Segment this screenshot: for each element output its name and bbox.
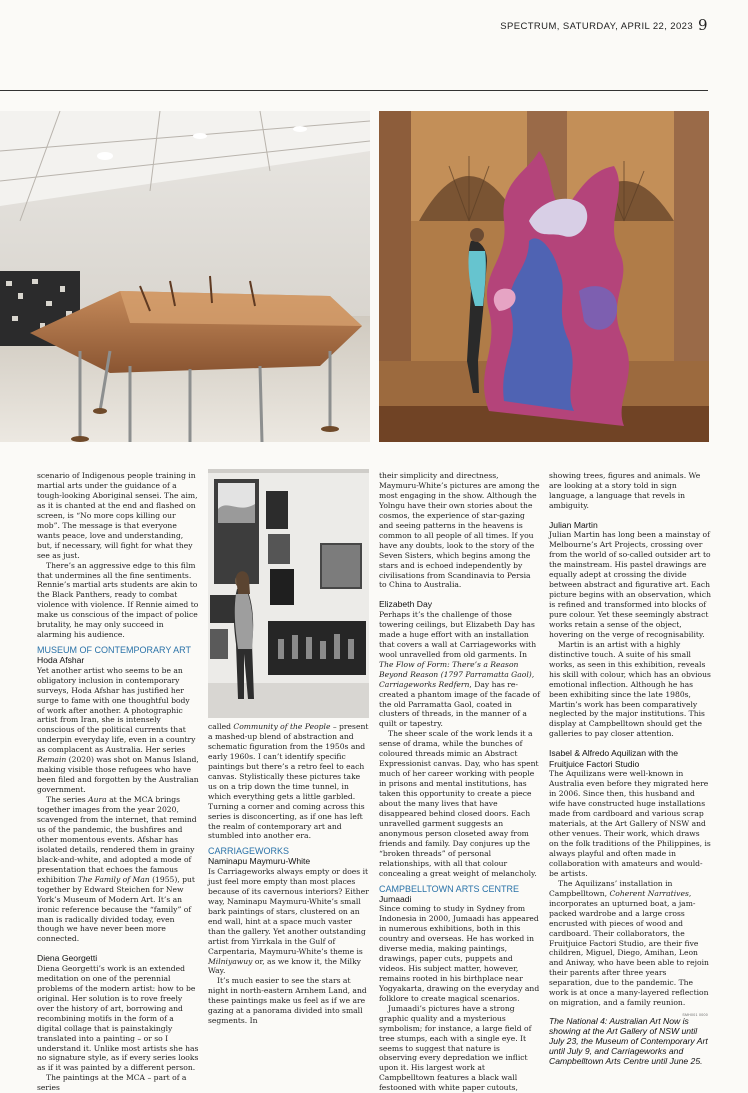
paragraph: their simplicity and directness, Maymuru-White’s pictures are among the most engaging in the show. Although the Yolngu have their own stories about the cosmos, the experience of star-gazing and seeing patterns in the heavens is common to all people of all times. If you have any doubts, look to the story of the Seven Sisters, which begins among the stars and is echoed independently by civilisations from Scandinavia to Persia to China to Australia.	[379, 471, 540, 590]
issue-date: SATURDAY, APRIL 22, 2023	[562, 21, 694, 32]
article-column-2	[208, 722, 370, 1026]
work-title: Aura	[88, 795, 107, 805]
work-title: Remain	[37, 755, 67, 765]
work-title: Coherent Narratives	[609, 888, 689, 898]
work-title: The Flow of Form: There’s a Reason Beyond Reason (1797 Parramatta Gaol), Carriageworks Redfern	[379, 659, 535, 689]
header-rule	[0, 90, 708, 91]
artist-subhead: Jumaadi	[379, 893, 412, 904]
exhibition-title: The National 4: Australian Art Now	[549, 1016, 681, 1027]
afshar-exhibition-photo	[208, 469, 369, 718]
paragraph: There’s an aggressive edge to this film that undermines all the fine sentiments. Rennie’s martial arts students are akin to the Black Panthers, ready to combat violence with violence. If Rennie aimed to make us conscious of the impact of police brutality, he may only succeed in alarming his audience.	[37, 560, 199, 640]
boat-installation-photo	[0, 111, 370, 442]
paragraph: showing trees, figures and animals. We are looking at a story told in sign language, a language that revels in ambiguity.	[549, 471, 701, 510]
paragraph: Yet another artist who seems to be an obligatory inclusion in contemporary surveys, Hoda Afshar has justified her surge to fame with one thoughtful body of work after another. A photographic artist from Iran, she is intensely conscious of the political currents that underpin everyday life, even in a country as complacent as Australia. Her series Remain (2020) was shot on Manus Island, making visible those refugees who have been filed and forgotten by the Australian government.	[37, 665, 199, 795]
work-title: Community of the People	[233, 722, 331, 731]
paragraph: The Aquilizans were well-known in Australia even before they migrated here in 2006. Since then, this husband and wife have constructed huge installations made from cardboard and various scrap materials, at the Art Gallery of NSW and other venues. Their work, which draws on the folk traditions of the Philippines, is always playful and often made in collaboration with amateurs and would-be artists.	[549, 769, 711, 878]
artist-subhead: Naminapu Maymuru-White	[208, 856, 311, 867]
page-number: 9	[698, 16, 708, 34]
article-column-1	[37, 471, 199, 1093]
paragraph: Martin is an artist with a highly distinctive touch. A suite of his small works, as seen in this exhibition, reveals his skill with colour, which has an obvious emotional inflection. Although he has been exhibiting since the late 1980s, Martin’s work has been comparatively neglected by the major institutions. This display at Campbelltown should get the galleries to pay closer attention.	[549, 639, 711, 739]
aquilizan-sculpture-photo	[379, 111, 709, 442]
paragraph: Is Carriageworks always empty or does it just feel more empty than most places because of its cavernous interiors? Either way, Naminapu Maymuru-White’s small bark paintings of stars, clustered on an end wall, hint at a space much vaster than the gallery. Yet another outstanding artist from Yirrkala in the Gulf of Carpentaria, Maymuru-White’s theme is Milniyawuy or, as we know it, the Milky Way.	[208, 866, 369, 976]
artist-subhead: Hoda Afshar	[37, 655, 85, 666]
article-column-4	[549, 471, 711, 1067]
paragraph: The Aquilizans’ installation in Campbelltown, Coherent Narratives, incorporates an upturned boat, a jam-packed wardrobe and a large cross encrusted with pieces of wood and cardboard. Their collaborators, the Fruitjuice Factori Studio, are their five children, Miguel, Diego, Amihan, Leon and Aniway, who have been able to rejoin their parents after three years separation, due to the pandemic. The work is at once a many-layered reflection on migration, and a family reunion.	[549, 878, 709, 1008]
paragraph: The sheer scale of the work lends it a sense of drama, while the bunches of coloured threads mimic an Abstract Expressionist canvas. Day, who has spent much of her career working with people in prisons and mental institutions, has taken this opportunity to create a piece about the many lives that have disappeared behind closed doors. Each unravelled garment suggests an anonymous person closeted away from friends and family. Day conjures up the “broken threads” of personal relationships, with all that colour concealing a great weight of melancholy.	[379, 729, 539, 878]
venue-heading: CARRIAGEWORKS	[208, 846, 290, 857]
exhibition-info: The National 4: Australian Art Now is showing at the Art Gallery of NSW until July 23, the Museum of Contemporary Art until July 9, and Carriageworks and Campbelltown Arts Centre until June 25.	[549, 1016, 708, 1067]
venue-heading: MUSEUM OF CONTEMPORARY ART	[37, 645, 192, 656]
venue-heading: CAMPBELLTOWN ARTS CENTRE	[379, 883, 520, 894]
artist-subhead: Isabel & Alfredo Aquilizan with the Fruitjuice Factori Studio	[549, 748, 678, 769]
page-credit: SMH001 0000	[682, 1013, 708, 1017]
artist-subhead: Elizabeth Day	[379, 599, 433, 610]
work-title: The Family of Man	[77, 874, 150, 884]
work-title: Milniyawuy	[208, 956, 253, 966]
paragraph: The series Aura at the MCA brings together images from the year 2020, scavenged from the internet, that remind us of the pandemic, the bushfires and other momentous events. Afshar has isolated details, rendered them in grainy black-and-white, and adopted a mode of presentation that echoes the famous exhibition The Family of Man (1955), put together by Edward Steichen for New York’s Museum of Modern Art. It’s an ironic reference because the “family” of man is radically divided today, even though we have never been more connected.	[37, 795, 197, 944]
paragraph: called Community of the People – present a mashed-up blend of abstraction and schematic figuration from the 1950s and early 1960s. I can’t identify specific paintings but there’s a retro feel to each canvas. Stylistically these pictures take us on a trip down the time tunnel, in which everything gets a little garbled. Turning a corner and coming across this series is disconcerting, as if one has left the realm of contemporary art and stumbled into another era.	[208, 722, 369, 841]
paragraph: Perhaps it’s the challenge of those towering ceilings, but Elizabeth Day has made a huge effort with an installation that covers a wall at Carriageworks with wool unravelled from old garments. In The Flow of Form: There’s a Reason Beyond Reason (1797 Parramatta Gaol), Carriageworks Redfern, Day has re-created a phantom image of the facade of the old Parramatta Gaol, coated in clusters of threads, in the manner of a quilt or tapestry.	[379, 609, 540, 729]
paragraph: Diena Georgetti’s work is an extended meditation on one of the perennial problems of the modern artist: how to be original. Her solution is to rove freely over the history of art, borrowing and recombining motifs in the form of a digital collage that is painstakingly translated into a painting – or so I understand it. Unlike most artists she has no signature style, as if every series looks as if it was painted by a different person.	[37, 963, 199, 1073]
paragraph: Since coming to study in Sydney from Indonesia in 2000, Jumaadi has appeared in numerous exhibitions, both in this country and overseas. He has worked in diverse media, making paintings, drawings, paper cuts, puppets and videos. His subject matter, however, remains rooted in his birthplace near Yogyakarta, drawing on the everyday and folklore to create magical scenarios.	[379, 904, 540, 1003]
page-folio: SPECTRUM, SATURDAY, APRIL 22, 2023 9	[500, 16, 708, 34]
artist-subhead: Diena Georgetti	[37, 953, 98, 964]
paragraph: Jumaadi’s pictures have a strong graphic quality and a mysterious symbolism; for instance, a large field of tree stumps, each with a single eye. It seems to suggest that nature is observing every depredation we inflict upon it. His largest work at Campbelltown features a black wall festooned with white paper cutouts,	[379, 1003, 532, 1093]
paragraph: The paintings at the MCA – part of a series	[37, 1073, 187, 1093]
article-column-3	[379, 471, 540, 1093]
artist-subhead: Julian Martin	[549, 519, 598, 530]
section-name: SPECTRUM	[500, 21, 557, 32]
paragraph: Julian Martin has long been a mainstay of Melbourne’s Art Projects, crossing over from the world of so-called outsider art to the mainstream. His pastel drawings are equally adept at crossing the divide between abstract and figurative art. Each picture begins with an observation, which is refined and transformed into blocks of pure colour. Yet these seemingly abstract works retain a sense of the object, hovering on the verge of recognisability.	[549, 530, 711, 639]
paragraph: It’s much easier to see the stars at night in north-eastern Arnhem Land, and these paintings make us feel as if we are gazing at a panorama divided into small segments. In	[208, 976, 367, 1026]
paragraph: scenario of Indigenous people training in martial arts under the guidance of a tough-looking Aboriginal sensei. The aim, as it is chanted at the end and flashed on screen, is “No more cops killing our mob”. The message is that everyone wants peace, love and understanding, but, if necessary, will fight for what they see as just.	[37, 471, 198, 560]
